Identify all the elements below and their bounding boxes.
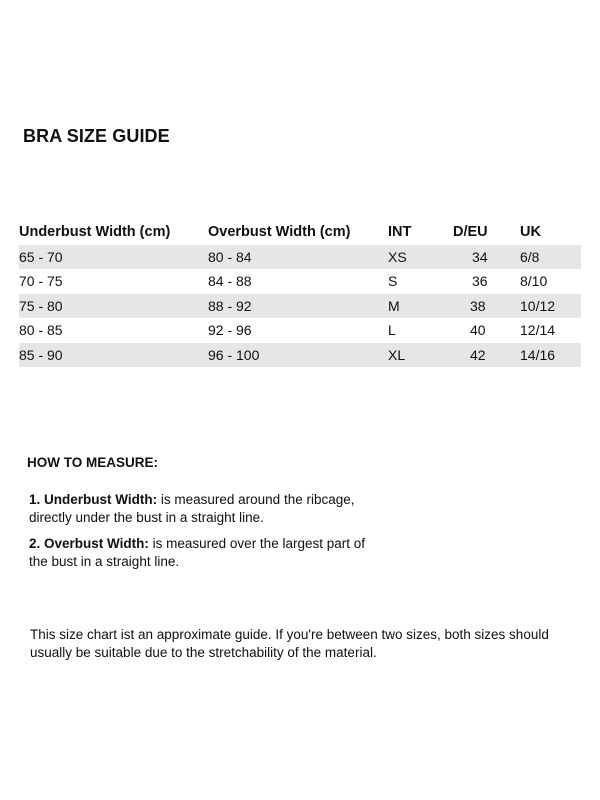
cell-overbust: 96 - 100	[208, 346, 260, 363]
measure-label: 1. Underbust Width:	[29, 492, 158, 507]
size-chart-note: This size chart ist an approximate guide. If you're between two sizes, both sizes should usually be suitable due to the stretchability of the material.	[30, 627, 549, 660]
cell-int: M	[388, 297, 400, 314]
table-row	[19, 294, 581, 319]
cell-overbust: 84 - 88	[208, 273, 252, 289]
table-row	[19, 318, 581, 343]
measure-label: 2. Overbust Width:	[29, 536, 149, 551]
cell-uk: 8/10	[520, 273, 548, 289]
cell-underbust: 70 - 75	[19, 273, 63, 289]
cell-deu: 36	[472, 273, 488, 289]
cell-uk: 12/14	[520, 322, 556, 338]
table-row	[19, 245, 581, 270]
cell-overbust: 88 - 92	[208, 297, 252, 314]
cell-overbust: 80 - 84	[208, 248, 252, 265]
cell-deu: 42	[470, 346, 486, 363]
cell-deu: 40	[470, 322, 486, 338]
cell-underbust: 65 - 70	[19, 248, 63, 265]
header-deu: D/EU	[453, 224, 488, 240]
cell-int: XS	[388, 248, 407, 265]
cell-uk: 10/12	[520, 297, 556, 314]
cell-uk: 14/16	[520, 346, 556, 363]
header-uk: UK	[520, 224, 541, 240]
measure-text: is measured around the ribcage, directly under the bust in a straight line.	[29, 492, 355, 525]
cell-underbust: 75 - 80	[19, 297, 63, 314]
measure-item-overbust	[29, 535, 379, 570]
cell-uk: 6/8	[520, 248, 540, 265]
table-row	[19, 343, 581, 368]
measure-text: is measured over the largest part of the bust in a straight line.	[29, 536, 365, 569]
cell-int: XL	[388, 346, 406, 363]
size-table	[19, 220, 581, 367]
table-header-row	[19, 220, 581, 245]
cell-deu: 34	[472, 248, 488, 265]
header-underbust: Underbust Width (cm)	[19, 224, 171, 240]
header-overbust: Overbust Width (cm)	[208, 224, 351, 240]
cell-underbust: 80 - 85	[19, 322, 63, 338]
cell-overbust: 92 - 96	[208, 322, 252, 338]
cell-int: L	[388, 322, 396, 338]
how-to-measure-heading: HOW TO MEASURE:	[27, 455, 158, 470]
header-int: INT	[388, 224, 412, 240]
cell-underbust: 85 - 90	[19, 346, 63, 363]
page-title: BRA SIZE GUIDE	[23, 126, 170, 146]
table-row	[19, 269, 581, 294]
cell-deu: 38	[470, 297, 486, 314]
cell-int: S	[388, 273, 398, 289]
measure-item-underbust	[29, 491, 379, 526]
